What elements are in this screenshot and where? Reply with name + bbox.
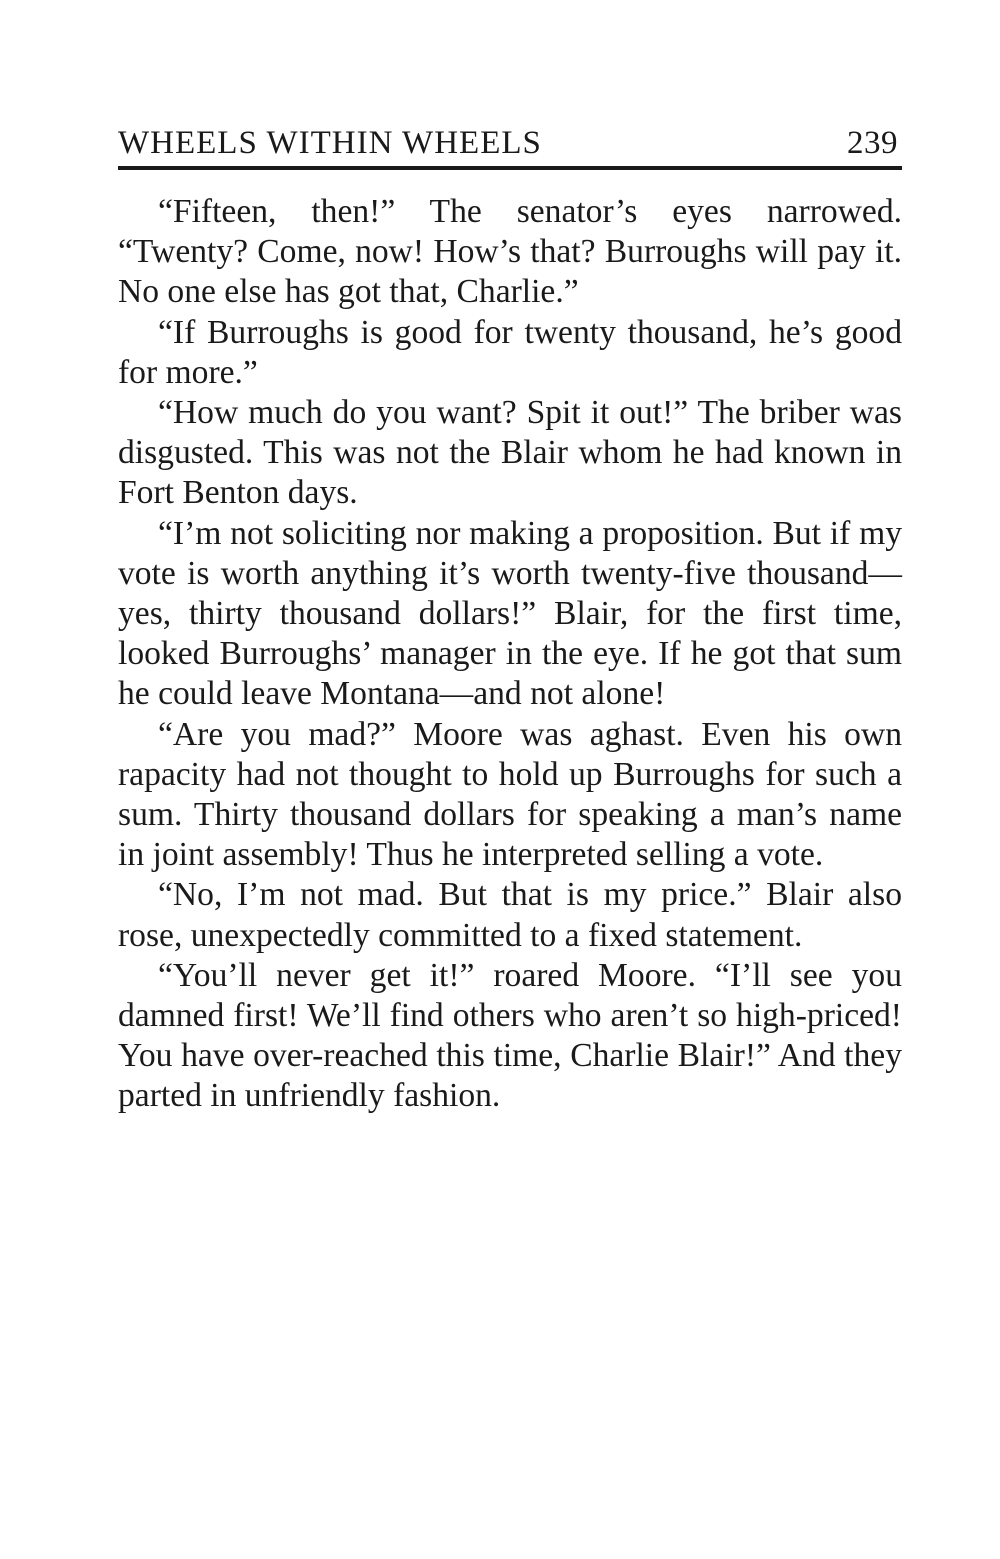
paragraph: “How much do you want? Spit it out!” The briber was disgusted. This was not the Blair whom he had known in Fort Benton days.	[118, 394, 902, 512]
page-number: 239	[847, 125, 898, 161]
paragraph: “Are you mad?” Moore was aghast. Even his own rapacity had not thought to hold up Burroughs for such a sum. Thirty thousand dollars for speaking a man’s name in joint assembly! Thus he interpreted selling a vote.	[118, 715, 902, 874]
running-title: WHEELS WITHIN WHEELS	[118, 125, 542, 161]
paragraph: “Fifteen, then!” The senator’s eyes narrowed. “Twenty? Come, now! How’s that? Burroughs will pay it. No one else has got that, Charlie.”	[118, 193, 902, 311]
paragraph: “You’ll never get it!” roared Moore. “I’ll see you damned first! We’ll find others who aren’t so high-priced! You have over-reached this time, Charlie Blair!” And they parted in unfriendly fashion.	[118, 956, 902, 1115]
book-page	[118, 112, 902, 1117]
running-header	[118, 112, 902, 170]
paragraph: “No, I’m not mad. But that is my price.” Blair also rose, unexpectedly committed to a fixed statement.	[118, 876, 902, 954]
paragraph: “If Burroughs is good for twenty thousand, he’s good for more.”	[118, 313, 902, 391]
paragraph: “I’m not soliciting nor making a proposition. But if my vote is worth anything it’s worth twenty-five thousand—yes, thirty thousand dollars!” Blair, for the first time, looked Burroughs’ manager in the eye. If he got that sum he could leave Montana—and not alone!	[118, 514, 902, 713]
body-text	[118, 192, 902, 1117]
